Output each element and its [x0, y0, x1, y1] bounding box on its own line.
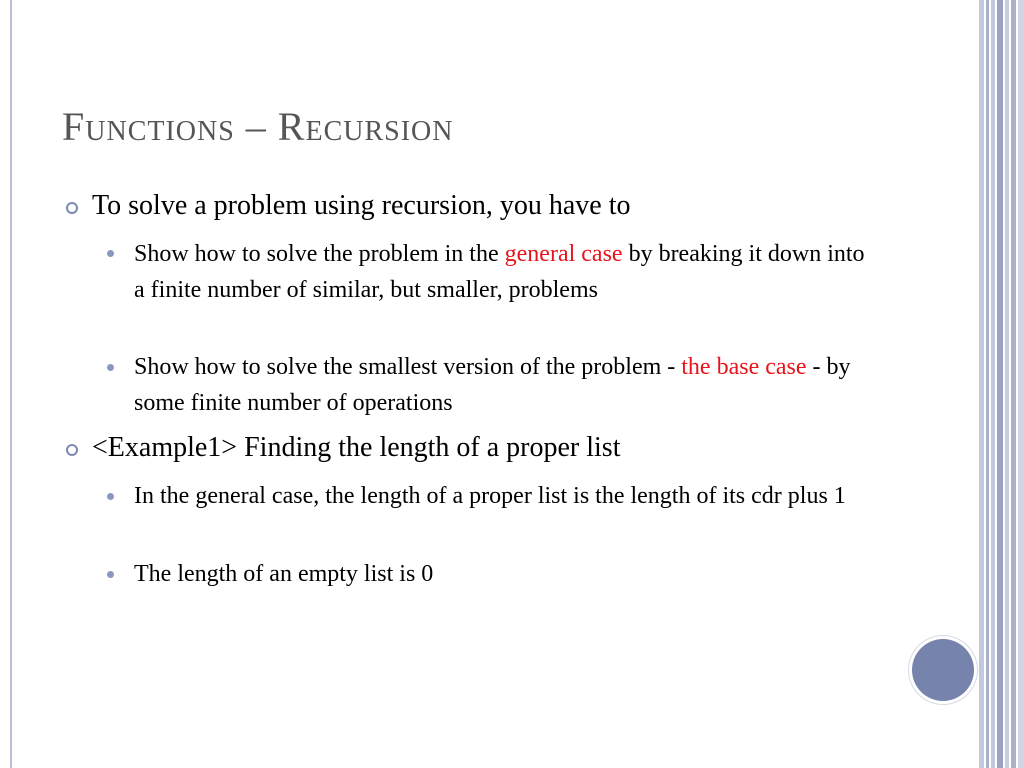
bullet-level2-item	[134, 236, 874, 308]
text-segment: Show how to solve the problem in the	[134, 241, 505, 267]
text-segment: by breaking it down into a finite number of similar, but smaller, problems	[134, 241, 865, 303]
slide-title: Functions – Recursion	[62, 104, 454, 149]
bullet-level2-item: The length of an empty list is 0	[134, 561, 434, 587]
bullet-level2-item	[134, 349, 874, 421]
bullet-level1-text: <Example1> Finding the length of a proper list	[92, 432, 621, 463]
bullet-circle-icon	[66, 202, 78, 214]
bullet-dot-icon	[107, 571, 114, 578]
bullet-dot-icon	[107, 364, 114, 371]
text-segment: - by some finite number of operations	[134, 354, 851, 416]
highlight-text: general case	[504, 241, 623, 267]
text-segment: Show how to solve the smallest version of the problem -	[134, 354, 682, 380]
highlight-text: the base case	[681, 354, 807, 380]
bullet-dot-icon	[107, 493, 114, 500]
bullet-dot-icon	[107, 250, 114, 257]
bullet-level2-item: In the general case, the length of a proper list is the length of its cdr plus 1	[134, 483, 846, 509]
bullet-circle-icon	[66, 444, 78, 456]
bullet-level1-text: To solve a problem using recursion, you have to	[92, 190, 631, 221]
